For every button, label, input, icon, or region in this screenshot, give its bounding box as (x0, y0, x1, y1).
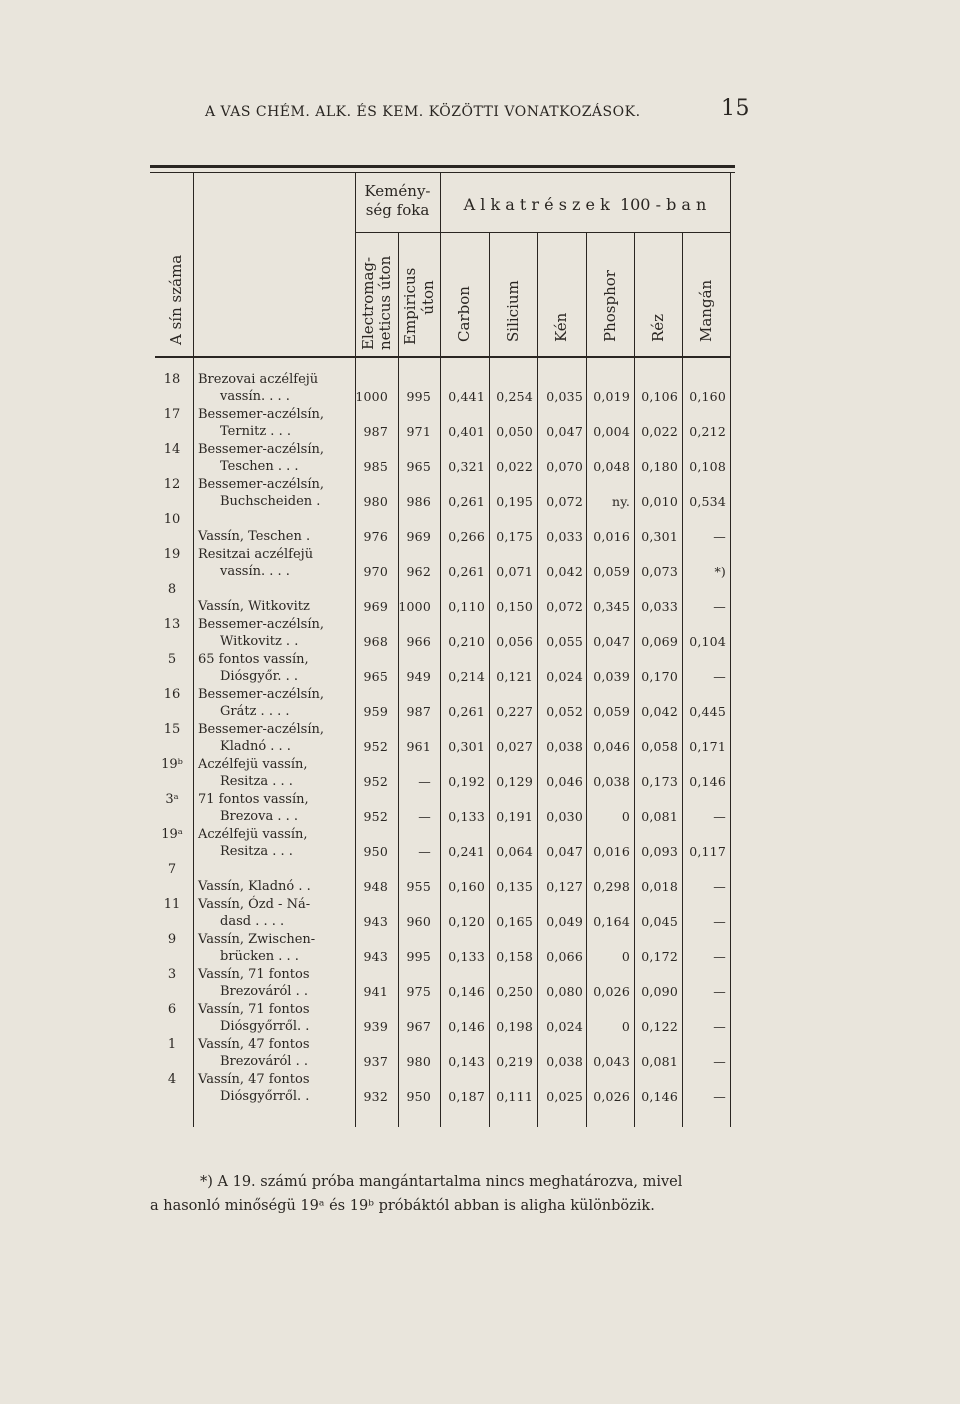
cell-p: 0,019 (593, 389, 630, 404)
rail-number: 19 (163, 547, 181, 562)
rail-name-line1: Aczélfejü vassín, (198, 827, 308, 842)
table-row (158, 372, 730, 407)
header-empirical-l2: úton (419, 280, 437, 315)
cell-si: 0,129 (496, 774, 533, 789)
cell-s: 0,049 (546, 914, 583, 929)
rail-name-line1: Vassín, 47 fontos (198, 1072, 310, 1087)
cell-mn: — (713, 1019, 726, 1034)
cell-em: 943 (363, 914, 388, 929)
cell-s: 0,042 (546, 564, 583, 579)
rail-name-line2: Resitza . . . (220, 844, 293, 859)
cell-p: 0,038 (593, 774, 630, 789)
cell-mn: — (713, 949, 726, 964)
table-row (158, 547, 730, 582)
rail-name-line1: Vassín, Zwischen- (198, 932, 316, 947)
rail-name-line1: Bessemer-aczélsín, (198, 442, 324, 457)
cell-s: 0,127 (546, 879, 583, 894)
cell-s: 0,038 (546, 1054, 583, 1069)
cell-si: 0,195 (496, 494, 533, 509)
cell-si: 0,158 (496, 949, 533, 964)
rail-name-line2: vassín. . . . (220, 389, 290, 404)
cell-cu: 0,042 (641, 704, 678, 719)
cell-si: 0,121 (496, 669, 533, 684)
cell-emp: 950 (406, 1089, 431, 1104)
cell-p: 0 (621, 949, 630, 964)
cell-emp: 995 (406, 389, 431, 404)
cell-p: 0,026 (593, 984, 630, 999)
header-phosphor: Phosphor (601, 270, 619, 342)
table-row (158, 862, 730, 897)
cell-cu: 0,018 (641, 879, 678, 894)
cell-si: 0,150 (496, 599, 533, 614)
rail-name-line2: dasd . . . . (220, 914, 285, 929)
rail-number: 18 (163, 372, 181, 387)
cell-c: 0,241 (448, 844, 485, 859)
rail-number: 16 (163, 687, 181, 702)
rail-name-line2: Diósgyőrről. . (220, 1019, 310, 1034)
cell-mn: 0,117 (689, 844, 726, 859)
cell-p: 0,016 (593, 529, 630, 544)
cell-mn: 0,104 (689, 634, 726, 649)
cell-si: 0,071 (496, 564, 533, 579)
cell-p: 0,048 (593, 459, 630, 474)
rail-name-line2: Diósgyőr. . . (220, 669, 299, 684)
header-components-group: A l k a t r é s z e k 100 - b a n (463, 195, 707, 214)
cell-p: ny. (611, 494, 630, 509)
rail-name-line2: Brezováról . . (220, 1054, 308, 1069)
rail-name-line1: Bessemer-aczélsín, (198, 617, 324, 632)
cell-c: 0,110 (448, 599, 485, 614)
table-row (158, 477, 730, 512)
cell-emp: 965 (406, 459, 431, 474)
cell-cu: 0,106 (641, 389, 678, 404)
cell-cu: 0,081 (641, 809, 678, 824)
rail-number: 7 (167, 862, 177, 877)
cell-cu: 0,093 (641, 844, 678, 859)
cell-c: 0,192 (448, 774, 485, 789)
cell-s: 0,024 (546, 669, 583, 684)
cell-p: 0,164 (593, 914, 630, 929)
header-subrule-components (440, 232, 730, 233)
cell-mn: *) (714, 564, 726, 579)
table-row (158, 652, 730, 687)
rail-name-line1: Vassín, 71 fontos (198, 1002, 310, 1017)
cell-emp: 986 (406, 494, 431, 509)
rail-name-line1: Vassín, 47 fontos (198, 1037, 310, 1052)
table-row (158, 1072, 730, 1107)
cell-mn: 0,445 (689, 704, 726, 719)
rail-number: 9 (167, 932, 177, 947)
cell-emp: 949 (406, 669, 431, 684)
cell-c: 0,146 (448, 1019, 485, 1034)
cell-si: 0,254 (496, 389, 533, 404)
cell-cu: 0,090 (641, 984, 678, 999)
page-number: 15 (721, 96, 750, 121)
rail-number: 15 (163, 722, 181, 737)
cell-mn: 0,212 (689, 424, 726, 439)
cell-si: 0,191 (496, 809, 533, 824)
rail-name-line2: Brezova . . . (220, 809, 299, 824)
cell-mn: 0,534 (689, 494, 726, 509)
cell-em: 952 (363, 809, 388, 824)
cell-si: 0,056 (496, 634, 533, 649)
cell-c: 0,301 (448, 739, 485, 754)
cell-em: 987 (363, 424, 388, 439)
cell-em: 968 (363, 634, 388, 649)
table-row (158, 512, 730, 547)
cell-s: 0,047 (546, 424, 583, 439)
rail-number: 13 (163, 617, 181, 632)
header-mangan: Mangán (697, 279, 715, 342)
cell-s: 0,024 (546, 1019, 583, 1034)
rail-name-line1: Bessemer-aczélsín, (198, 407, 324, 422)
rail-number: 12 (163, 477, 181, 492)
rail-name-line2: Witkovitz . . (220, 634, 299, 649)
cell-em: 959 (363, 704, 388, 719)
table-row (158, 1037, 730, 1072)
rail-name-line1: Vassín, Teschen . (198, 529, 311, 544)
cell-em: 985 (363, 459, 388, 474)
cell-s: 0,047 (546, 844, 583, 859)
cell-em: 1000 (355, 389, 388, 404)
cell-emp: 980 (406, 1054, 431, 1069)
cell-mn: — (713, 984, 726, 999)
header-ken: Kén (552, 312, 570, 342)
rail-name-line1: Bessemer-aczélsín, (198, 687, 324, 702)
cell-em: 952 (363, 739, 388, 754)
cell-em: 948 (363, 879, 388, 894)
rail-number: 19ᵇ (161, 757, 183, 772)
rail-number: 8 (167, 582, 177, 597)
page-header (205, 96, 750, 126)
rail-name-line1: Vassín, Ózd - Ná- (198, 897, 311, 912)
cell-c: 0,187 (448, 1089, 485, 1104)
table-row (158, 687, 730, 722)
cell-cu: 0,170 (641, 669, 678, 684)
cell-c: 0,210 (448, 634, 485, 649)
cell-cu: 0,146 (641, 1089, 678, 1104)
cell-cu: 0,022 (641, 424, 678, 439)
table-top-rule-thin (150, 172, 735, 173)
cell-p: 0,004 (593, 424, 630, 439)
cell-mn: — (713, 1089, 726, 1104)
cell-cu: 0,172 (641, 949, 678, 964)
rail-name-line1: Bessemer-aczélsín, (198, 722, 324, 737)
cell-cu: 0,058 (641, 739, 678, 754)
cell-mn: — (713, 879, 726, 894)
cell-p: 0 (621, 1019, 630, 1034)
rail-name-line1: Vassín, Witkovitz (198, 599, 310, 614)
rail-name-line2: Grátz . . . . (220, 704, 290, 719)
cell-p: 0,298 (593, 879, 630, 894)
rail-name-line1: Vassín, Kladnó . . (198, 879, 311, 894)
cell-c: 0,266 (448, 529, 485, 544)
cell-s: 0,038 (546, 739, 583, 754)
cell-mn: — (713, 809, 726, 824)
rail-number: 3ᵃ (165, 792, 179, 807)
table-row (158, 722, 730, 757)
cell-p: 0,039 (593, 669, 630, 684)
cell-s: 0,070 (546, 459, 583, 474)
table-row (158, 582, 730, 617)
cell-c: 0,120 (448, 914, 485, 929)
cell-s: 0,035 (546, 389, 583, 404)
table-row (158, 1002, 730, 1037)
running-head: A VAS CHÉM. ALK. ÉS KEM. KÖZÖTTI VONATKOZÁSOK. (205, 104, 641, 120)
rail-number: 4 (167, 1072, 177, 1087)
cell-emp: 971 (406, 424, 431, 439)
cell-cu: 0,033 (641, 599, 678, 614)
cell-si: 0,135 (496, 879, 533, 894)
header-electromagnetic-l1: Electromag- (359, 256, 377, 350)
cell-cu: 0,069 (641, 634, 678, 649)
cell-si: 0,198 (496, 1019, 533, 1034)
cell-s: 0,080 (546, 984, 583, 999)
cell-emp: 966 (406, 634, 431, 649)
cell-mn: — (713, 1054, 726, 1069)
cell-em: 950 (363, 844, 388, 859)
cell-cu: 0,045 (641, 914, 678, 929)
header-carbon: Carbon (455, 286, 473, 342)
rail-name-line1: Resitzai aczélfejü (198, 547, 314, 562)
rail-number: 10 (163, 512, 181, 527)
cell-s: 0,030 (546, 809, 583, 824)
table-top-rule (150, 165, 735, 168)
cell-cu: 0,010 (641, 494, 678, 509)
cell-s: 0,066 (546, 949, 583, 964)
cell-emp: 987 (406, 704, 431, 719)
cell-p: 0,059 (593, 564, 630, 579)
footnote-line-1: *) A 19. számú próba mangántartalma nincs meghatározva, mivel (200, 1174, 683, 1190)
rail-name-line2: Resitza . . . (220, 774, 293, 789)
cell-emp: 975 (406, 984, 431, 999)
cell-si: 0,064 (496, 844, 533, 859)
rail-number: 11 (163, 897, 181, 912)
cell-emp: 961 (406, 739, 431, 754)
cell-p: 0,047 (593, 634, 630, 649)
cell-mn: 0,108 (689, 459, 726, 474)
header-rail-no: A sín száma (167, 254, 185, 345)
header-silicium: Silicium (504, 280, 522, 342)
rail-number: 17 (163, 407, 181, 422)
rail-name-line2: Diósgyőrről. . (220, 1089, 310, 1104)
cell-emp: — (418, 774, 431, 789)
cell-s: 0,052 (546, 704, 583, 719)
header-bottom-rule (155, 356, 730, 358)
cell-c: 0,261 (448, 494, 485, 509)
cell-si: 0,027 (496, 739, 533, 754)
header-hardness-line2: ség foka (365, 201, 430, 219)
rail-name-line1: 71 fontos vassín, (198, 792, 309, 807)
cell-emp: 967 (406, 1019, 431, 1034)
cell-mn: 0,146 (689, 774, 726, 789)
header-electromagnetic-l2: neticus úton (376, 255, 394, 350)
cell-mn: 0,160 (689, 389, 726, 404)
rail-name-line2: Ternitz . . . (220, 424, 291, 439)
cell-em: 937 (363, 1054, 388, 1069)
cell-s: 0,055 (546, 634, 583, 649)
rail-name-line1: Bessemer-aczélsín, (198, 477, 324, 492)
cell-c: 0,160 (448, 879, 485, 894)
col-line (730, 172, 731, 1127)
cell-cu: 0,073 (641, 564, 678, 579)
header-empirical-l1: Empiricus (401, 267, 419, 345)
rail-name-line2: vassín. . . . (220, 564, 290, 579)
cell-si: 0,175 (496, 529, 533, 544)
cell-cu: 0,301 (641, 529, 678, 544)
cell-mn: — (713, 914, 726, 929)
cell-c: 0,133 (448, 809, 485, 824)
rail-name-line2: Kladnó . . . (220, 739, 291, 754)
cell-si: 0,250 (496, 984, 533, 999)
header-hardness-line1: Kemény- (364, 182, 431, 200)
cell-cu: 0,180 (641, 459, 678, 474)
cell-p: 0,345 (593, 599, 630, 614)
table-row (158, 792, 730, 827)
cell-c: 0,143 (448, 1054, 485, 1069)
cell-em: 932 (363, 1089, 388, 1104)
cell-mn: — (713, 599, 726, 614)
rail-number: 19ᵃ (161, 827, 183, 842)
rail-number: 1 (167, 1037, 177, 1052)
cell-p: 0,026 (593, 1089, 630, 1104)
cell-si: 0,165 (496, 914, 533, 929)
rail-name-line1: Brezovai aczélfejü (198, 372, 319, 387)
header-rez: Réz (649, 313, 667, 342)
cell-si: 0,050 (496, 424, 533, 439)
cell-c: 0,261 (448, 564, 485, 579)
cell-em: 939 (363, 1019, 388, 1034)
cell-em: 941 (363, 984, 388, 999)
cell-p: 0,059 (593, 704, 630, 719)
cell-s: 0,072 (546, 599, 583, 614)
table-row (158, 897, 730, 932)
cell-emp: 995 (406, 949, 431, 964)
rail-name-line1: Aczélfejü vassín, (198, 757, 308, 772)
cell-emp: 960 (406, 914, 431, 929)
cell-c: 0,261 (448, 704, 485, 719)
cell-em: 980 (363, 494, 388, 509)
cell-si: 0,219 (496, 1054, 533, 1069)
cell-c: 0,133 (448, 949, 485, 964)
rail-number: 14 (163, 442, 181, 457)
cell-c: 0,321 (448, 459, 485, 474)
cell-cu: 0,122 (641, 1019, 678, 1034)
cell-s: 0,033 (546, 529, 583, 544)
table-row (158, 757, 730, 792)
footnote-line-2: a hasonló minőségü 19ᵃ és 19ᵇ próbáktól abban is aligha különbözik. (150, 1198, 655, 1214)
rail-name-line1: Vassín, 71 fontos (198, 967, 310, 982)
cell-emp: 1000 (398, 599, 431, 614)
cell-cu: 0,173 (641, 774, 678, 789)
header-hardness-group (355, 182, 440, 220)
table-row (158, 967, 730, 1002)
cell-cu: 0,081 (641, 1054, 678, 1069)
cell-emp: 962 (406, 564, 431, 579)
cell-em: 965 (363, 669, 388, 684)
rail-number: 3 (167, 967, 177, 982)
cell-mn: — (713, 669, 726, 684)
cell-emp: 955 (406, 879, 431, 894)
cell-em: 969 (363, 599, 388, 614)
footnote (150, 1170, 750, 1218)
cell-em: 952 (363, 774, 388, 789)
cell-si: 0,111 (496, 1089, 533, 1104)
cell-s: 0,046 (546, 774, 583, 789)
rail-number: 5 (167, 652, 177, 667)
cell-emp: — (418, 844, 431, 859)
table-row (158, 407, 730, 442)
cell-mn: — (713, 529, 726, 544)
cell-em: 943 (363, 949, 388, 964)
rail-name-line2: Buchscheiden . (220, 494, 321, 509)
cell-c: 0,441 (448, 389, 485, 404)
cell-s: 0,072 (546, 494, 583, 509)
table-row (158, 827, 730, 862)
cell-si: 0,227 (496, 704, 533, 719)
cell-p: 0,046 (593, 739, 630, 754)
cell-em: 970 (363, 564, 388, 579)
cell-mn: 0,171 (689, 739, 726, 754)
rail-name-line2: brücken . . . (220, 949, 299, 964)
rail-name-line2: Teschen . . . (220, 459, 299, 474)
cell-c: 0,214 (448, 669, 485, 684)
rail-name-line2: Brezováról . . (220, 984, 308, 999)
cell-p: 0 (621, 809, 630, 824)
cell-p: 0,016 (593, 844, 630, 859)
rail-name-line1: 65 fontos vassín, (198, 652, 309, 667)
cell-c: 0,401 (448, 424, 485, 439)
cell-p: 0,043 (593, 1054, 630, 1069)
rail-number: 6 (167, 1002, 177, 1017)
table-row (158, 932, 730, 967)
cell-emp: — (418, 809, 431, 824)
cell-s: 0,025 (546, 1089, 583, 1104)
table-row (158, 442, 730, 477)
cell-c: 0,146 (448, 984, 485, 999)
cell-em: 976 (363, 529, 388, 544)
table-row (158, 617, 730, 652)
cell-emp: 969 (406, 529, 431, 544)
cell-si: 0,022 (496, 459, 533, 474)
